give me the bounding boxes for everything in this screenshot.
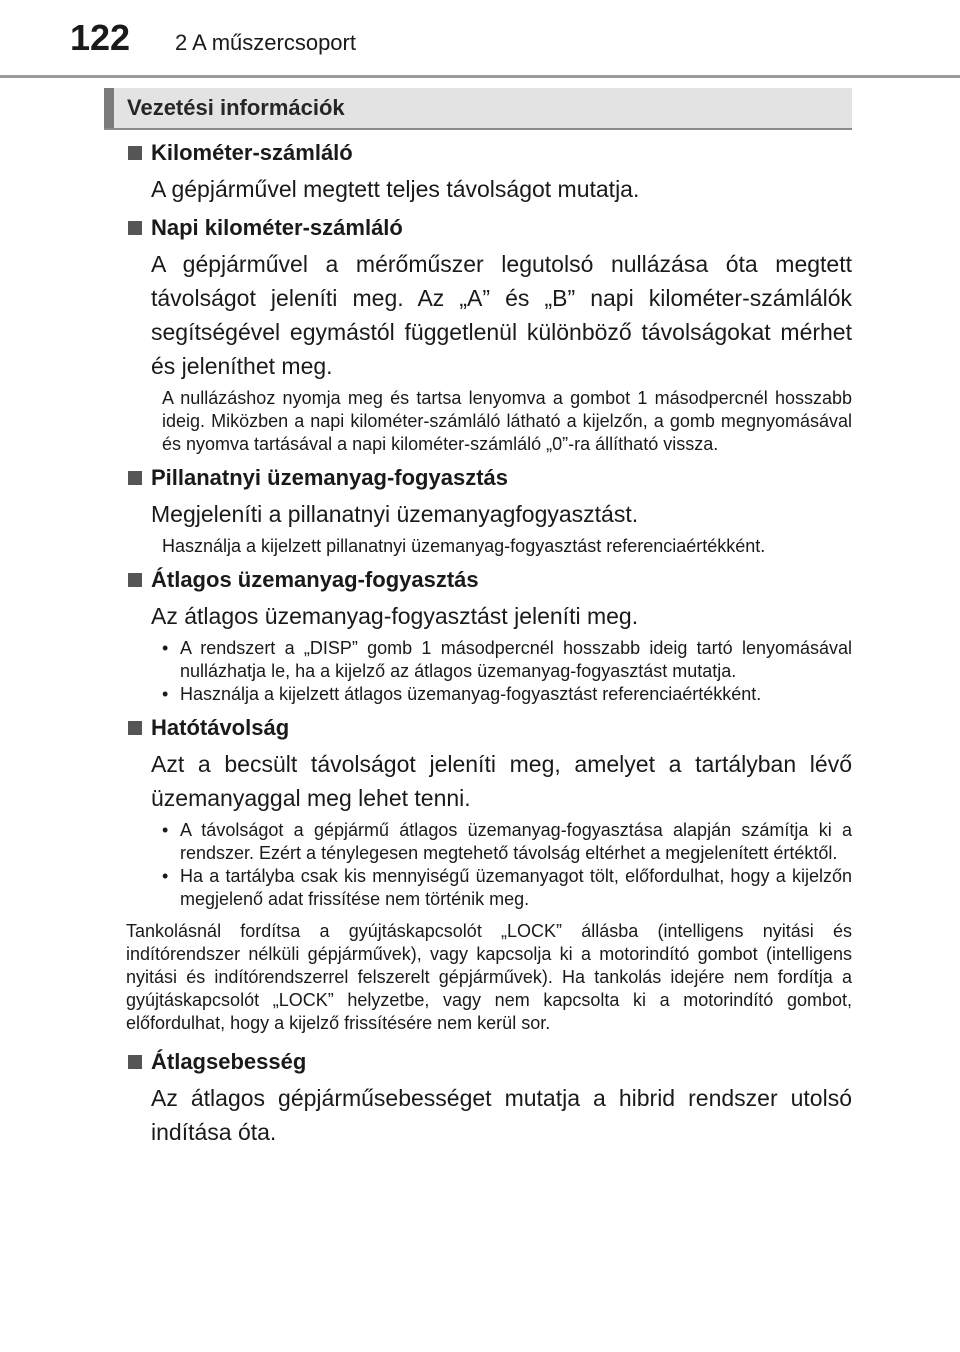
page-header bbox=[0, 0, 960, 78]
bullet-text: Használja a kijelzett átlagos üzemanyag-fogyasztást referenciaértékként. bbox=[180, 684, 762, 704]
chapter-title: 2 A műszercsoport bbox=[175, 30, 356, 55]
item-trip-meter bbox=[126, 213, 852, 456]
square-bullet-icon bbox=[128, 146, 142, 160]
section-underline bbox=[104, 128, 852, 130]
bullet-dot-icon: • bbox=[162, 684, 169, 704]
bullet-dot-icon: • bbox=[162, 866, 169, 886]
item-heading-text: Átlagsebesség bbox=[151, 1049, 307, 1074]
item-instant-fuel bbox=[126, 463, 852, 558]
item-note: A nullázáshoz nyomja meg és tartsa lenyomva a gombot 1 másodpercnél hosszabb ideig. Miközben a napi kilométer-számláló látható a kijelzőn, a gomb megnyomásával és nyomva tartásával a napi kilométer-számláló „0”-ra állítható vissza. bbox=[162, 388, 852, 454]
bullet-item bbox=[162, 865, 852, 911]
bullet-item bbox=[162, 819, 852, 865]
item-heading bbox=[126, 565, 852, 595]
item-odometer bbox=[126, 138, 852, 206]
item-heading bbox=[126, 713, 852, 743]
item-average-speed bbox=[126, 1047, 852, 1149]
item-description: Az átlagos gépjárműsebességet mutatja a hibrid rendszer utolsó indítása óta. bbox=[151, 1085, 852, 1145]
square-bullet-icon bbox=[128, 721, 142, 735]
bullet-item bbox=[162, 683, 852, 706]
item-heading-text: Átlagos üzemanyag-fogyasztás bbox=[151, 567, 479, 592]
item-description: A gépjárművel megtett teljes távolságot mutatja. bbox=[151, 176, 640, 202]
refueling-paragraph: Tankolásnál fordítsa a gyújtáskapcsolót „LOCK” állásba (intelligens nyitási és indítórendszer nélküli gépjárművek), vagy kapcsolja ki a motorindító gombot (intelligens nyitási és indítórendszerrel felszerelt gépjárművek). Ha tankolás idejére nem fordítja a gyújtáskapcsolót „LOCK” helyzetbe, vagy nem kapcsolta ki a motorindító gombot, előfordulhat, hogy a kijelző frissítésére nem kerül sor. bbox=[126, 921, 852, 1033]
square-bullet-icon bbox=[128, 1055, 142, 1069]
item-heading bbox=[126, 1047, 852, 1077]
item-heading-text: Hatótávolság bbox=[151, 715, 290, 740]
bullet-text: A távolságot a gépjármű átlagos üzemanyag-fogyasztása alapján számítja ki a rendszer. Ezért a ténylegesen megtehető távolság eltérhet a megjelenített értéktől. bbox=[180, 820, 852, 863]
square-bullet-icon bbox=[128, 573, 142, 587]
item-heading bbox=[126, 213, 852, 243]
bullet-list bbox=[126, 637, 852, 706]
item-heading-text: Napi kilométer-számláló bbox=[151, 215, 403, 240]
square-bullet-icon bbox=[128, 471, 142, 485]
bullet-dot-icon: • bbox=[162, 820, 169, 840]
item-heading bbox=[126, 463, 852, 493]
item-description: A gépjárművel a mérőműszer legutolsó nullázása óta megtett távolságot jeleníti meg. Az „A” és „B” napi kilométer-számlálók segítségével egymástól függetlenül különböző távolságokat mérhet és jeleníthet meg. bbox=[151, 251, 852, 379]
item-note: Használja a kijelzett pillanatnyi üzemanyag-fogyasztást referenciaértékként. bbox=[162, 536, 766, 556]
item-heading bbox=[126, 138, 852, 168]
item-description: Megjeleníti a pillanatnyi üzemanyagfogyasztást. bbox=[151, 501, 639, 527]
bullet-text: A rendszert a „DISP” gomb 1 másodpercnél hosszabb ideig tartó lenyomásával nullázhatja le, ha a kijelző az átlagos üzemanyag-fogyasztást mutatja. bbox=[180, 638, 852, 681]
item-description: Az átlagos üzemanyag-fogyasztást jeleníti meg. bbox=[151, 603, 639, 629]
section-title: Vezetési információk bbox=[127, 95, 345, 120]
item-range bbox=[126, 713, 852, 1035]
bullet-item bbox=[162, 637, 852, 683]
section-accent bbox=[104, 88, 114, 130]
section-title-bar bbox=[104, 88, 852, 130]
item-heading-text: Pillanatnyi üzemanyag-fogyasztás bbox=[151, 465, 508, 490]
bullet-text: Ha a tartályba csak kis mennyiségű üzemanyagot tölt, előfordulhat, hogy a kijelzőn megjelenő adat frissítése nem történik meg. bbox=[180, 866, 852, 909]
page-number: 122 bbox=[70, 17, 131, 58]
square-bullet-icon bbox=[128, 221, 142, 235]
header-rule bbox=[0, 75, 960, 78]
bullet-dot-icon: • bbox=[162, 638, 169, 658]
bullet-list bbox=[126, 819, 852, 911]
item-description: Azt a becsült távolságot jeleníti meg, amelyet a tartályban lévő üzemanyaggal meg lehet tenni. bbox=[151, 751, 852, 811]
item-heading-text: Kilométer-számláló bbox=[151, 140, 353, 165]
content bbox=[126, 138, 852, 1156]
item-average-fuel bbox=[126, 565, 852, 706]
